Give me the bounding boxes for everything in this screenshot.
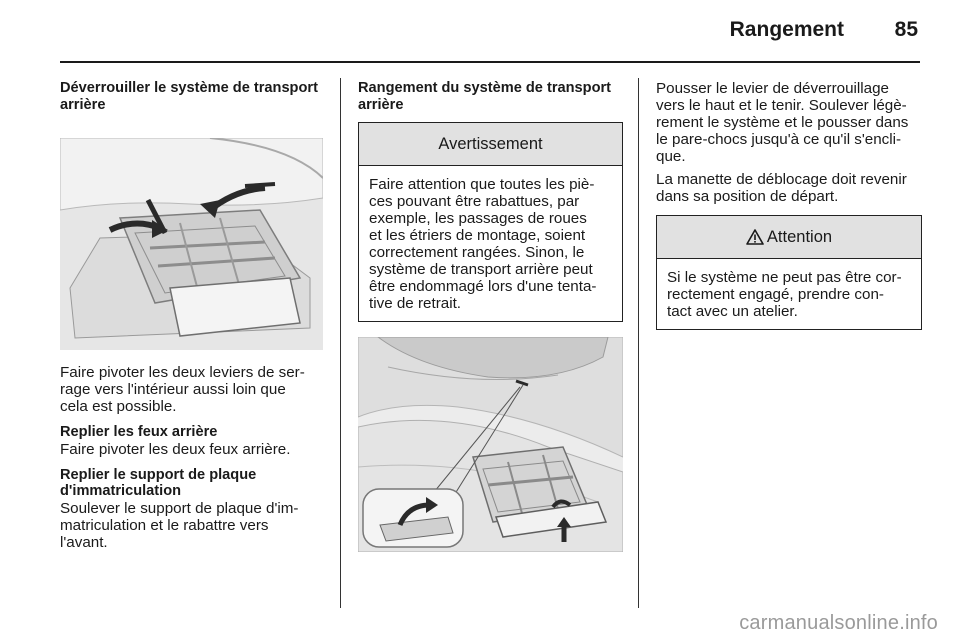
- warning-title: Avertissement: [359, 123, 622, 166]
- attention-text: Si le système ne peut pas être cor- rectement engagé, prendre con- tact avec un atelier.: [667, 269, 902, 320]
- page-number: 85: [894, 18, 918, 41]
- column-2: [358, 80, 623, 552]
- warning-triangle-icon: [746, 229, 764, 245]
- section-heading-fold-lights: Replier les feux arrière: [60, 424, 218, 440]
- paragraph-fold-plate: Soulever le support de plaque d'im- matriculation et le rabattre vers l'avant.: [60, 499, 299, 551]
- column-divider-1: [340, 78, 341, 608]
- paragraph-rotate-levers: Faire pivoter les deux leviers de ser- rage vers l'intérieur aussi loin que cela est possible.: [60, 364, 305, 415]
- page-title: Rangement: [729, 18, 844, 41]
- paragraph-push-lever: Pousser le levier de déverrouillage vers le haut et le tenir. Soulever légè- rement le système et le pousser dans le pare-chocs jusqu'à ce qu'il s'encli- que.: [656, 80, 909, 165]
- paragraph-fold-lights: Faire pivoter les deux feux arrière.: [60, 440, 291, 458]
- attention-title: Attention: [657, 216, 921, 259]
- column-divider-2: [638, 78, 639, 608]
- attention-box: [656, 215, 922, 330]
- section-heading-storage: Rangement du système de transport arrière: [358, 80, 612, 113]
- warning-text: Faire attention que toutes les piè- ces pouvant être rabattues, par exemple, les passages de roues et les étriers de montage, soient correctement rangées. Sinon, le système de transport arrière peut être endommagé lors d'une tenta- tive de retrait.: [369, 176, 597, 312]
- header-rule: [60, 61, 920, 63]
- illustration-unlock-levers: [60, 138, 323, 350]
- paragraph-release-handle: La manette de déblocage doit revenir dans sa position de départ.: [656, 171, 907, 205]
- illustration-storage: [358, 337, 623, 552]
- section-heading-unlock: Déverrouiller le système de transport arrière: [60, 80, 318, 113]
- page-header: [60, 18, 920, 62]
- watermark: carmanualsonline.info: [739, 612, 938, 634]
- section-heading-fold-plate: Replier le support de plaque d'immatriculation: [60, 466, 257, 499]
- warning-box: [358, 122, 623, 322]
- column-1: [60, 80, 326, 551]
- column-3: [656, 80, 922, 330]
